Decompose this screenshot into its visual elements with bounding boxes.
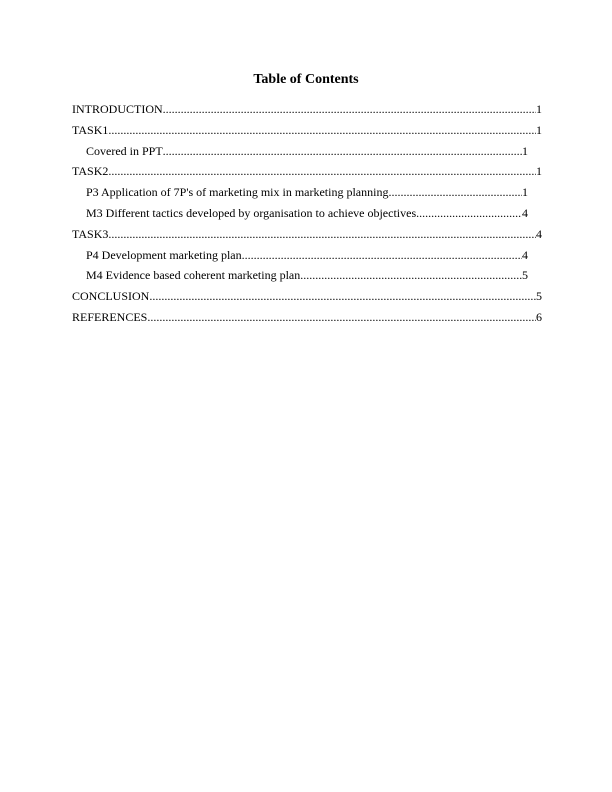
toc-dot-leader: [108, 227, 536, 241]
toc-entry-task2[interactable]: [72, 164, 542, 185]
toc-dot-leader: [147, 310, 536, 324]
toc-entry-label: M3 Different tactics developed by organisation to achieve objectives: [86, 205, 417, 220]
toc-dot-leader: [163, 144, 522, 158]
toc-entry-page: 5: [522, 268, 528, 283]
toc-entry-page: 1: [536, 122, 542, 137]
toc-entry-label: CONCLUSION: [72, 289, 150, 304]
toc-entry-references[interactable]: [72, 310, 542, 331]
toc-entry-label: REFERENCES: [72, 309, 148, 324]
toc-dot-leader: [108, 123, 536, 137]
toc-entry-label: INTRODUCTION: [72, 102, 163, 116]
toc-title: Table of Contents: [253, 72, 359, 87]
toc-dot-leader: [242, 248, 522, 262]
toc-dot-leader: [300, 268, 522, 282]
toc-entry-label: Covered in PPT: [86, 143, 163, 158]
toc-dot-leader: [149, 289, 536, 303]
toc-entry-introduction[interactable]: [72, 102, 542, 123]
toc-entry-page: 5: [536, 289, 542, 304]
toc-entry-page: 1: [536, 164, 542, 179]
toc-entry-page: 1: [536, 102, 542, 116]
toc-entry-page: 1: [522, 143, 528, 158]
toc-entry-page: 6: [536, 309, 542, 324]
toc-dot-leader: [416, 206, 522, 220]
toc-entry-label: TASK3: [72, 226, 109, 241]
toc-entry-task1[interactable]: [72, 123, 542, 144]
toc-entry-covered-in-ppt[interactable]: [86, 144, 528, 165]
toc-entry-page: 4: [522, 247, 528, 262]
toc-entry-label: TASK2: [72, 164, 109, 179]
toc-entry-page: 4: [522, 205, 528, 220]
toc-entry-page: 4: [536, 226, 542, 241]
toc-dot-leader: [108, 164, 536, 178]
toc-entry-m3[interactable]: [86, 206, 528, 227]
toc-entry-label: M4 Evidence based coherent marketing plan: [86, 268, 301, 283]
toc-dot-leader: [388, 185, 522, 199]
toc-entry-conclusion[interactable]: [72, 289, 542, 310]
toc-entry-p3[interactable]: [86, 185, 528, 206]
toc-entry-label: P3 Application of 7P's of marketing mix in marketing planning: [86, 185, 389, 200]
toc-entry-label: P4 Development marketing plan: [86, 247, 242, 262]
toc-entry-page: 1: [522, 185, 528, 200]
toc-dot-leader: [163, 102, 536, 116]
toc-list: [72, 102, 542, 331]
toc-entry-task3[interactable]: [72, 227, 542, 248]
toc-entry-m4[interactable]: [86, 268, 528, 289]
toc-entry-p4[interactable]: [86, 248, 528, 269]
toc-entry-label: TASK1: [72, 122, 109, 137]
